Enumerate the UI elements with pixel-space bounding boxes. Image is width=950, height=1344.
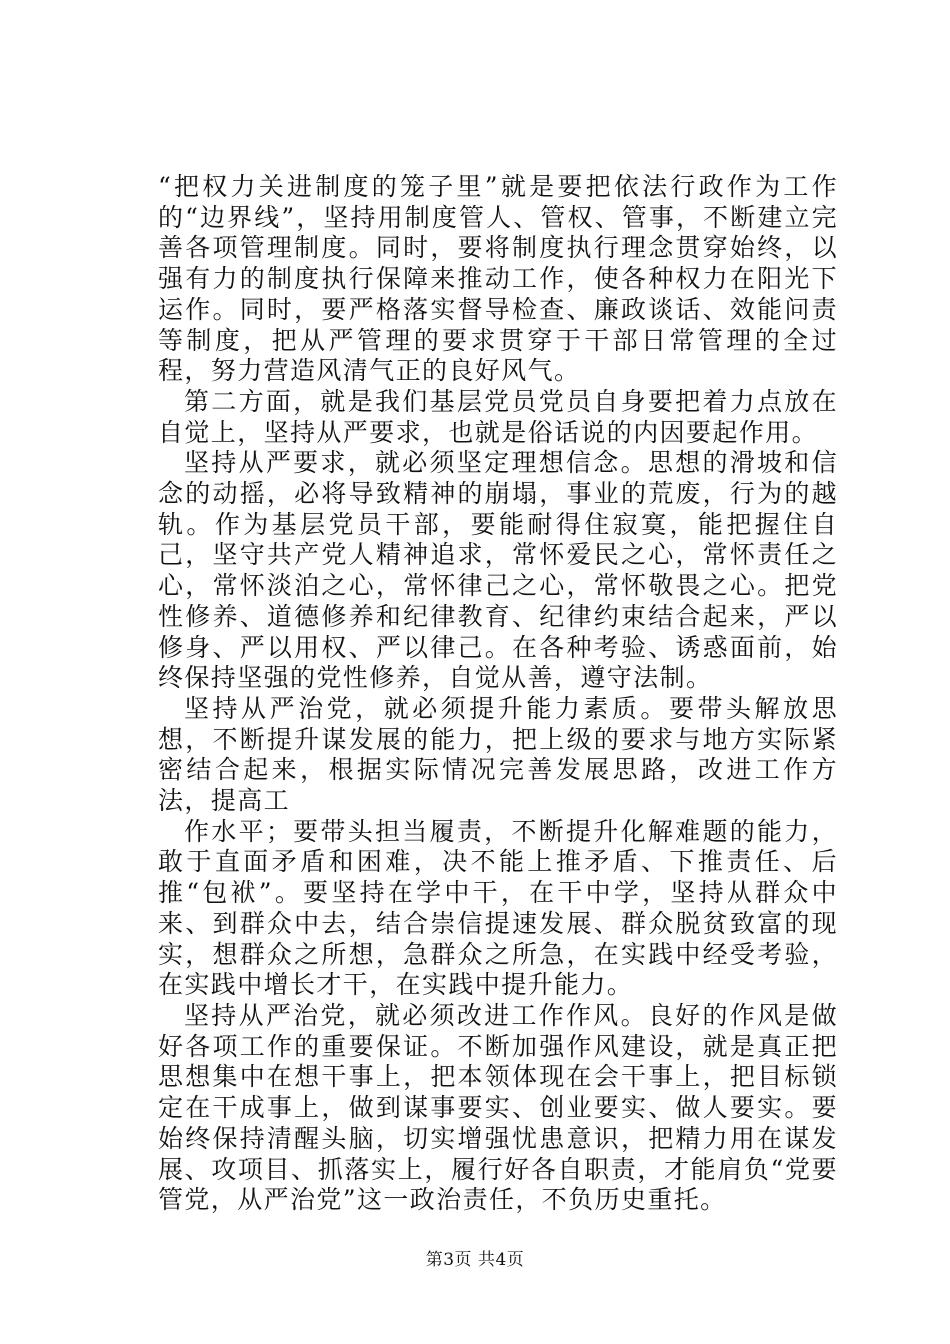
paragraph-5: 作水平；要带头担当履责，不断提升化解难题的能力，敢于直面矛盾和困难，决不能上推矛盾、下推责任、后推“包袱”。要坚持在学中干，在干中学，坚持从群众中来、到群众中去，结合崇信提速发展、群众脱贫致富的现实，想群众之所想，急群众之所急，在实践中经受考验，在实践中增长才干，在实践中提升能力。 (158, 816, 838, 1000)
paragraph-3: 坚持从严要求，就必须坚定理想信念。思想的滑坡和信念的动摇，必将导致精神的崩塌，事业的荒废，行为的越轨。作为基层党员干部，要能耐得住寂寞，能把握住自己，坚守共产党人精神追求，常怀爱民之心，常怀责任之心，常怀淡泊之心，常怀律己之心，常怀敬畏之心。把党性修养、道德修养和纪律教育、纪律约束结合起来，严以修身、严以用权、严以律己。在各种考验、诱惑面前，始终保持坚强的党性修养，自觉从善，遵守法制。 (158, 448, 838, 693)
page-footer: 第3页 共4页 (425, 1250, 525, 1270)
paragraph-2: 第二方面，就是我们基层党员党员自身要把着力点放在自觉上，坚持从严要求，也就是俗话说的内因要起作用。 (158, 386, 838, 447)
paragraph-4: 坚持从严治党，就必须提升能力素质。要带头解放思想，不断提升谋发展的能力，把上级的要求与地方实际紧密结合起来，根据实际情况完善发展思路，改进工作方法，提高工 (158, 693, 838, 816)
paragraph-6: 坚持从严治党，就必须改进工作作风。良好的作风是做好各项工作的重要保证。不断加强作风建设，就是真正把思想集中在想干事上，把本领体现在会干事上，把目标锁定在干成事上，做到谋事要实、创业要实、做人要实。要始终保持清醒头脑，切实增强忧患意识，把精力用在谋发展、攻项目、抓落实上，履行好各自职责，才能肩负“党要管党，从严治党”这一政治责任，不负历史重托。 (158, 1000, 838, 1215)
document-body (158, 172, 838, 1216)
paragraph-1: “把权力关进制度的笼子里”就是要把依法行政作为工作的“边界线”，坚持用制度管人、管权、管事，不断建立完善各项管理制度。同时，要将制度执行理念贯穿始终，以强有力的制度执行保障来推动工作，使各种权力在阳光下运作。同时，要严格落实督导检查、廉政谈话、效能问责等制度，把从严管理的要求贯穿于干部日常管理的全过程，努力营造风清气正的良好风气。 (158, 172, 838, 386)
